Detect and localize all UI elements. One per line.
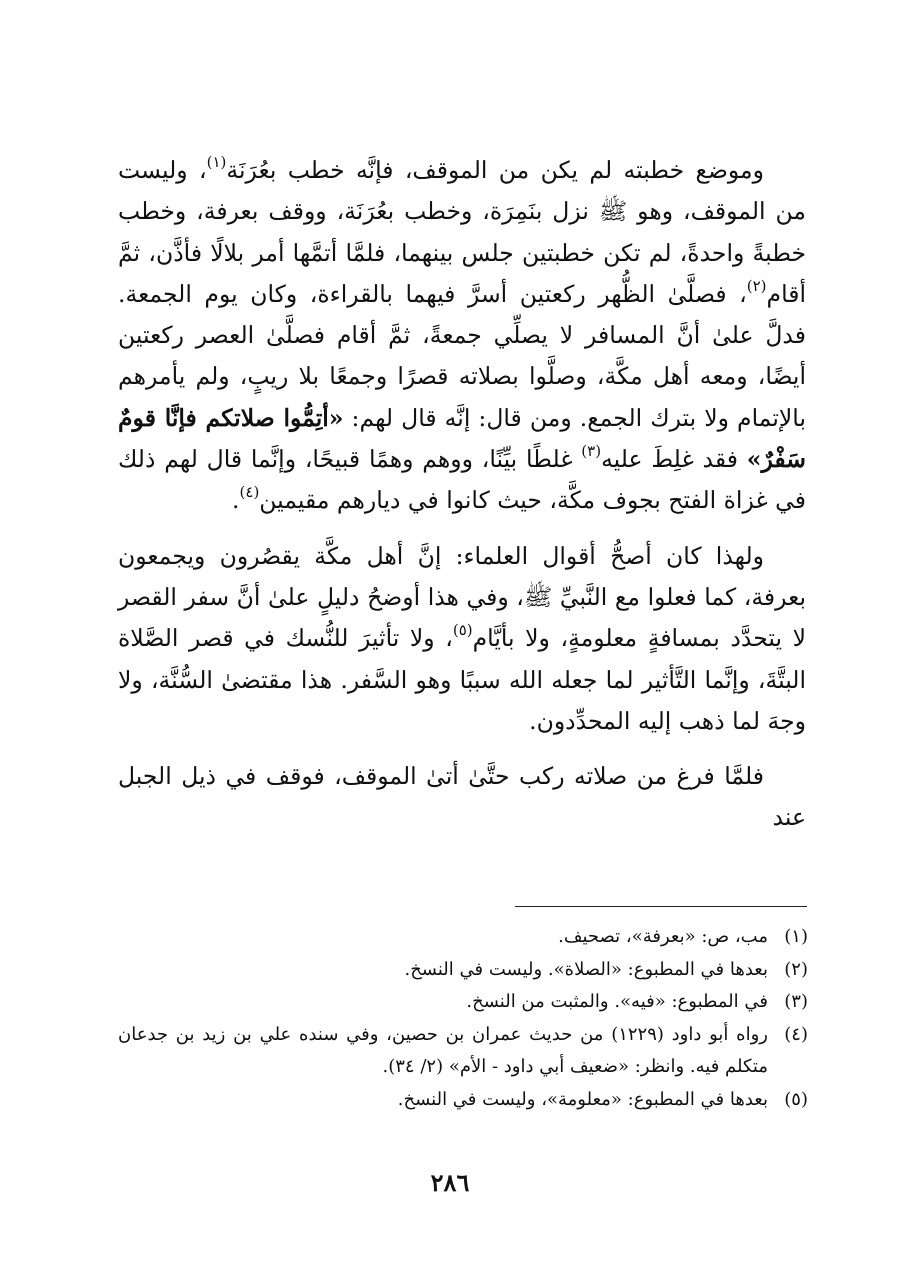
paragraph-1-part-1: وموضع خطبته لم يكن من الموقف، فإنَّه خطب بعُرَنَة xyxy=(226,156,764,184)
footnote-divider xyxy=(515,906,807,907)
paragraph-1-part-4: فقد غلِطَ عليه xyxy=(601,445,747,474)
paragraph-1-part-5: غلطًا بيِّنًا، ووهم وهمًا قبيحًا، وإنَّما قال لهم ذلك في غزاة الفتح بجوف مكَّة، حيث كانوا في ديارهم مقيمين xyxy=(118,445,806,515)
footnote-text: في المطبوع: «فيه». والمثبت من النسخ. xyxy=(466,991,768,1013)
hadith-quote: «أتِمُّوا صلاتكم فإنَّا قومٌ سَفْرٌ» xyxy=(118,403,806,474)
footnote-ref-1: (١) xyxy=(206,152,227,171)
page-number: ٢٨٦ xyxy=(430,1168,470,1197)
footnote-4 xyxy=(118,1019,808,1084)
footnote-number: (٣) xyxy=(784,991,808,1013)
paragraph-3: فلمَّا فرغ من صلاته ركب حتَّىٰ أتىٰ الموقف، فوقف في ذيل الجبل عند xyxy=(118,762,806,832)
footnote-2 xyxy=(118,954,808,987)
footnote-number: (١) xyxy=(784,926,808,947)
footnote-ref-3: (٣) xyxy=(581,441,602,460)
footnote-text: رواه أبو داود (١٢٢٩) من حديث عمران بن حصين، وفي سنده علي بن زيد بن جدعان متكلم فيه. وانظر: «ضعيف أبي داود - الأم» (٢/ ٣٤). xyxy=(118,1023,768,1078)
footnote-number: (٥) xyxy=(784,1088,808,1110)
paragraph-1-part-3: ، فصلَّىٰ الظُّهر ركعتين أسرَّ فيهما بالقراءة، وكان يوم الجمعة. فدلَّ علىٰ أنَّ المسافر لا يصلِّي جمعةً، ثمَّ أقام فصلَّىٰ العصر ركعتين أيضًا، ومعه أهل مكَّة، وصلَّوا بصلاته قصرًا وجمعًا بلا ريبٍ، ولم يأمرهم بالإتمام ولا بترك الجمع. ومن قال: إنَّه قال لهم: xyxy=(118,279,806,432)
paragraph-1-part-6: . xyxy=(232,486,240,515)
footnote-text: بعدها في المطبوع: «الصلاة». وليست في النسخ. xyxy=(404,958,768,980)
paragraph-2 xyxy=(118,536,806,742)
footnote-ref-5: (٥) xyxy=(452,621,473,640)
footnotes xyxy=(118,921,808,1117)
footnote-ref-2: (٢) xyxy=(746,276,767,295)
paragraph-1-part-2: ، وليست من الموقف، وهو ﷺ نزل بنَمِرَة، وخطب بعُرَنَة، ووقف بعرفة، وخطب خطبةً واحدةً، لم تكن خطبتين جلس بينهما، فلمَّا أتمَّها أمر بلالًا فأذَّن، ثمَّ أقام xyxy=(118,156,806,308)
footnote-5 xyxy=(118,1084,808,1117)
footnote-text: بعدها في المطبوع: «معلومة»، وليست في النسخ. xyxy=(397,1088,768,1110)
footnote-ref-4: (٤) xyxy=(239,483,260,502)
paragraph-1 xyxy=(118,150,806,522)
main-text xyxy=(118,150,806,839)
footnote-text: مب، ص: «بعرفة»، تصحيف. xyxy=(558,926,768,947)
footnote-number: (٢) xyxy=(784,958,808,980)
footnote-1 xyxy=(118,921,808,954)
paragraph-2-part-1: ولهذا كان أصحُّ أقوال العلماء: إنَّ أهل مكَّة يقصُرون ويجمعون بعرفة، كما فعلوا مع النَّبيِّ ﷺ، وفي هذا أوضحُ دليلٍ علىٰ أنَّ سفر القصر لا يتحدَّد بمسافةٍ معلومةٍ، ولا بأيَّام xyxy=(118,541,806,653)
footnote-3 xyxy=(118,986,808,1019)
paragraph-2-part-2: ، ولا تأثيرَ للنُّسك في قصر الصَّلاة البتَّةَ، وإنَّما التَّأثير لما جعله الله سببًا وهو السَّفر. هذا مقتضىٰ السُّنَّة، ولا وجهَ لما ذهب إليه المحدِّدون. xyxy=(118,624,806,735)
footnote-number: (٤) xyxy=(784,1023,808,1045)
